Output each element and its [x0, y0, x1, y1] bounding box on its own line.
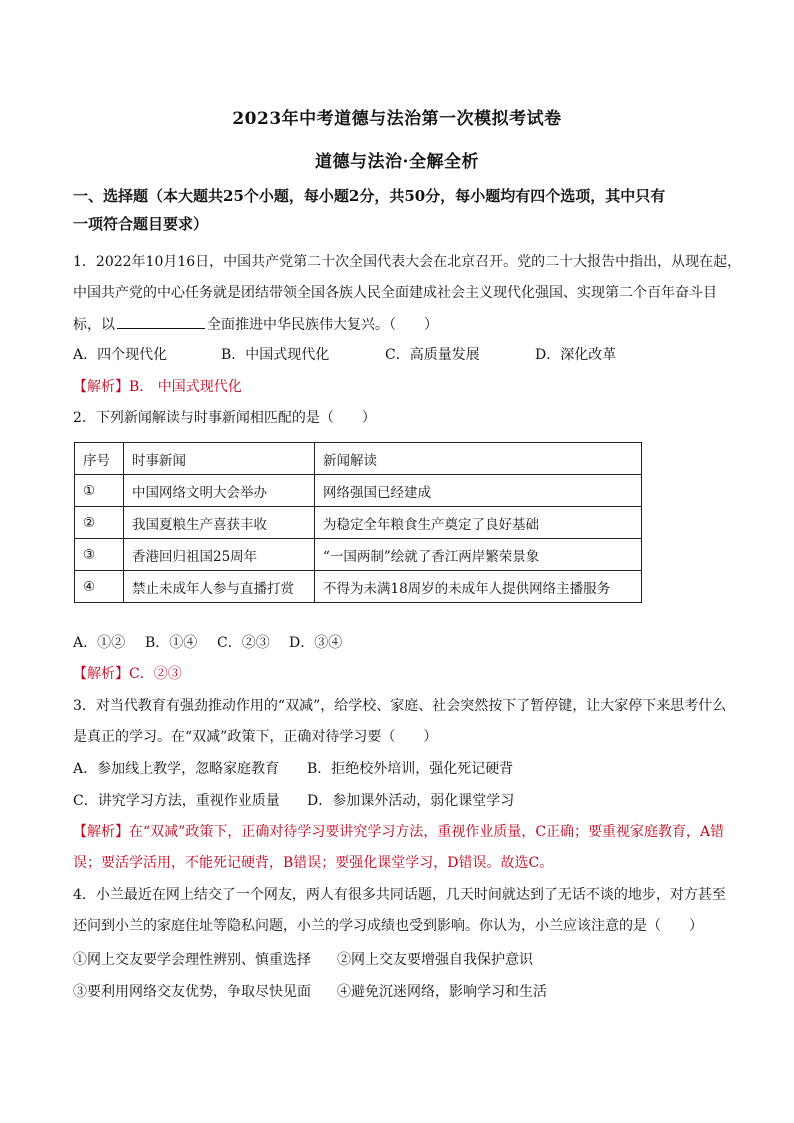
page-subtitle: 道德与法治·全解全析 [315, 152, 479, 172]
q2-option-d: D．③④ [289, 635, 343, 651]
table-cell: 网络强国已经建成 [315, 475, 642, 507]
q1-stem-line2: 中国共产党的中心任务就是团结带领全国各族人民全面建成社会主义现代化强国、实现第二个百年奋斗目 [73, 285, 717, 301]
q1-answer: 【解析】B． 中国式现代化 [73, 379, 242, 395]
page-title: 2023年中考道德与法治第一次模拟考试卷 [232, 109, 562, 129]
q3-answer-line2: 误；要活学活用，不能死记硬背，B错误；要强化课堂学习，D错误。故选C。 [73, 855, 554, 871]
q3-option-d: D．参加课外活动，弱化课堂学习 [307, 793, 515, 809]
q1-stem-line1: 1．2022年10月16日，中国共产党第二十次全国代表大会在北京召开。党的二十大报告中指出，从现在起， [73, 254, 742, 270]
q2-answer: 【解析】C．②③ [73, 666, 182, 682]
table-cell: “一国两制”绘就了香江两岸繁荣景象 [315, 539, 642, 571]
q3-option-a: A．参加线上教学，忽略家庭教育 [73, 761, 280, 777]
q3-option-b: B．拒绝校外培训，强化死记硬背 [307, 761, 514, 777]
q1-stem-line3 [73, 314, 733, 335]
col-header-news: 时事新闻 [124, 443, 315, 475]
table-cell: ① [75, 475, 124, 507]
table-cell: 禁止未成年人参与直播打赏 [124, 571, 315, 603]
q3-answer-line1: 【解析】在“双减”政策下，正确对待学习要讲究学习方法，重视作业质量，C正确；要重视家庭教育，A错 [73, 824, 725, 840]
q1-blank [117, 314, 205, 329]
q2-option-c: C．②③ [217, 635, 270, 651]
col-header-interpretation: 新闻解读 [315, 443, 642, 475]
q2-stem: 2．下列新闻解读与时事新闻相匹配的是（ ） [73, 410, 376, 426]
table-row [75, 539, 642, 571]
q4-stem-line2: 还问到小兰的家庭住址等隐私问题，小兰的学习成绩也受到影响。你认为，小兰应该注意的是（ ） [73, 918, 703, 934]
q1-option-b: B．中国式现代化 [221, 347, 330, 363]
q4-item-2: ②网上交友要增强自我保护意识 [337, 952, 533, 968]
q4-item-1: ①网上交友要学会理性辨别、慎重选择 [73, 952, 311, 968]
q1-stem-post: 全面推进中华民族伟大复兴。（ ） [207, 317, 438, 333]
q4-item-3: ③要利用网络交友优势，争取尽快见面 [73, 984, 311, 1000]
table-cell: 中国网络文明大会举办 [124, 475, 315, 507]
news-table [74, 442, 642, 603]
q1-option-a: A．四个现代化 [73, 347, 168, 363]
table-row [75, 475, 642, 507]
table-header-row [75, 443, 642, 475]
section-heading-line1: 一、选择题（本大题共25个小题，每小题2分，共50分，每小题均有四个选项，其中只有 [73, 187, 666, 205]
q1-option-d: D．深化改革 [535, 347, 617, 363]
q1-stem-pre: 标，以 [73, 317, 115, 333]
col-header-index: 序号 [75, 443, 124, 475]
q4-item-4: ④避免沉迷网络，影响学习和生活 [337, 984, 547, 1000]
q1-option-c: C．高质量发展 [385, 347, 480, 363]
table-cell: ③ [75, 539, 124, 571]
table-cell: ④ [75, 571, 124, 603]
q3-stem-line1: 3．对当代教育有强劲推动作用的“双减”，给学校、家庭、社会突然按下了暂停键，让大家停下来思考什么 [73, 698, 727, 714]
table-cell: 我国夏粮生产喜获丰收 [124, 507, 315, 539]
q3-option-c: C．讲究学习方法，重视作业质量 [73, 793, 280, 809]
table-cell: 不得为未满18周岁的未成年人提供网络主播服务 [315, 571, 642, 603]
table-cell: 为稳定全年粮食生产奠定了良好基础 [315, 507, 642, 539]
table-cell: ② [75, 507, 124, 539]
table-row [75, 507, 642, 539]
table-cell: 香港回归祖国25周年 [124, 539, 315, 571]
q3-stem-line2: 是真正的学习。在“双减”政策下，正确对待学习要（ ） [73, 729, 438, 745]
table-row [75, 571, 642, 603]
q2-option-a: A．①② [73, 635, 126, 651]
section-heading-line2: 一项符合题目要求） [73, 215, 209, 233]
q2-option-b: B．①④ [145, 635, 198, 651]
q4-stem-line1: 4．小兰最近在网上结交了一个网友，两人有很多共同话题，几天时间就达到了无话不谈的地步，对方甚至 [73, 887, 726, 903]
